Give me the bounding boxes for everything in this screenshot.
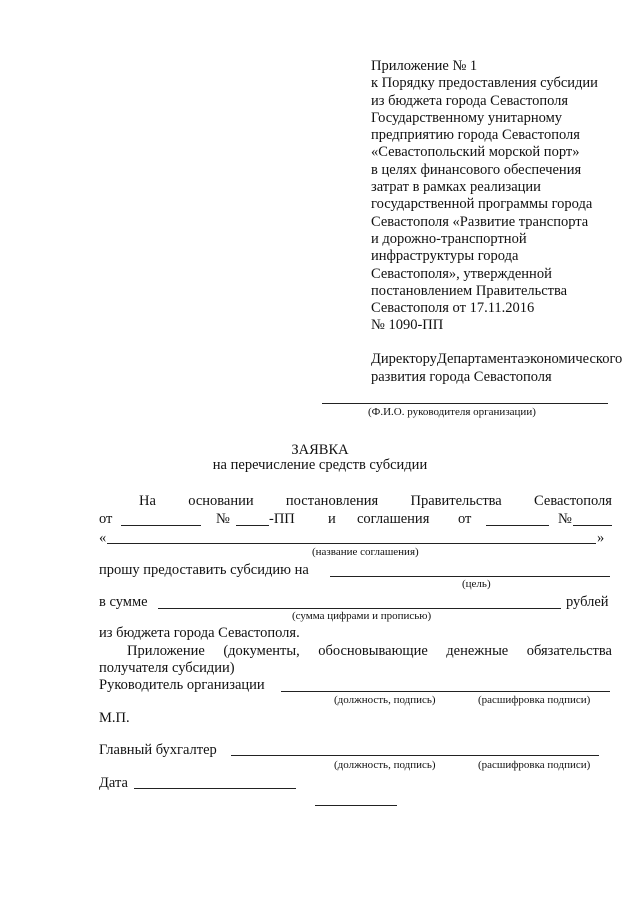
head-signature-field[interactable] [281, 691, 610, 692]
resolution-number-field[interactable] [236, 525, 269, 526]
director-name-caption: (Ф.И.О. руководителя организации) [368, 406, 536, 418]
attachment-word: (документы, [223, 643, 300, 659]
appendix-line: Приложение № 1 [371, 58, 478, 74]
addressee-word: экономического [523, 351, 623, 367]
head-position-caption: (должность, подпись) [334, 694, 436, 706]
accountant-position-caption: (должность, подпись) [334, 759, 436, 771]
accountant-decoding-caption: (расшифровка подписи) [478, 759, 591, 771]
attachment-word: обосновывающие [318, 643, 428, 659]
appendix-line: предприятию города Севастополя [371, 127, 580, 144]
head-label: Руководитель организации [99, 677, 265, 693]
appendix-line: и дорожно-транспортной [371, 230, 527, 247]
addressee-word: Департамента [436, 351, 524, 367]
appendix-block [371, 58, 621, 335]
attachment-word: Приложение [127, 643, 205, 659]
head-decoding-caption: (расшифровка подписи) [478, 694, 591, 706]
amount-caption: (сумма цифрами и прописью) [292, 610, 432, 622]
agreement-date-label: от [458, 511, 472, 527]
basis-word: На [139, 493, 156, 509]
appendix-line: государственной программы города [371, 196, 593, 213]
agreement-number-field[interactable] [573, 525, 612, 526]
accountant-signature-field[interactable] [231, 755, 599, 756]
appendix-line: Севастополя «Развитие транспорта [371, 213, 589, 230]
appendix-line: затрат в рамках реализации [371, 179, 541, 196]
amount-label: в сумме [99, 594, 148, 610]
date-field[interactable] [134, 788, 296, 789]
resolution-pp-suffix: -ПП [269, 511, 295, 527]
appendix-line: в целях финансового обеспечения [371, 161, 582, 178]
accountant-label: Главный бухгалтер [99, 742, 217, 758]
appendix-line: «Севастопольский морской порт» [371, 144, 580, 161]
appendix-line: постановлением Правительства [371, 282, 568, 299]
agreement-number-label: № [558, 511, 572, 527]
attachment-word: денежные [446, 643, 509, 659]
appendix-line: из бюджета города Севастополя [371, 92, 569, 109]
date-label: Дата [99, 775, 128, 791]
agreement-name-caption: (название соглашения) [312, 546, 419, 558]
director-name-field[interactable] [322, 403, 608, 404]
appendix-line: № 1090-ПП [371, 317, 444, 334]
appendix-line: Севастополя от 17.11.2016 [371, 300, 535, 317]
quote-close: » [597, 530, 605, 546]
basis-word: Севастополя [534, 493, 612, 509]
addressee-line-2: развития города Севастополя [371, 369, 552, 385]
document-title: ЗАЯВКА [291, 442, 349, 458]
agreement-word: соглашения [357, 511, 430, 527]
closing-divider [315, 805, 397, 806]
attachment-line-1 [99, 643, 612, 660]
quote-open: « [99, 530, 107, 546]
basis-line [99, 493, 612, 510]
addressee-line-1 [371, 351, 623, 368]
basis-word: постановления [285, 493, 379, 509]
request-label: прошу предоставить субсидию на [99, 562, 309, 578]
basis-word: Правительства [410, 493, 502, 509]
and-word: и [328, 511, 336, 527]
appendix-line: Севастополя», утвержденной [371, 265, 552, 282]
goal-caption: (цель) [462, 578, 491, 590]
attachment-line-2: получателя субсидии) [99, 660, 235, 676]
seal-label: М.П. [99, 710, 130, 726]
resolution-date-label: от [99, 511, 113, 527]
from-budget-text: из бюджета города Севастополя. [99, 625, 300, 641]
agreement-date-field[interactable] [486, 525, 549, 526]
addressee-word: Директору [371, 351, 437, 367]
amount-field[interactable] [158, 608, 561, 609]
amount-unit: рублей [566, 594, 609, 610]
appendix-line: Государственному унитарному [371, 109, 563, 126]
appendix-line: инфраструктуры города [371, 248, 519, 265]
basis-word: основании [188, 493, 254, 509]
agreement-name-field[interactable] [107, 543, 596, 544]
goal-field[interactable] [330, 576, 610, 577]
resolution-date-field[interactable] [121, 525, 201, 526]
resolution-number-label: № [216, 511, 230, 527]
appendix-line: к Порядку предоставления субсидии [371, 75, 598, 92]
attachment-word: обязательства [526, 643, 612, 659]
document-subtitle: на перечисление средств субсидии [212, 457, 428, 473]
